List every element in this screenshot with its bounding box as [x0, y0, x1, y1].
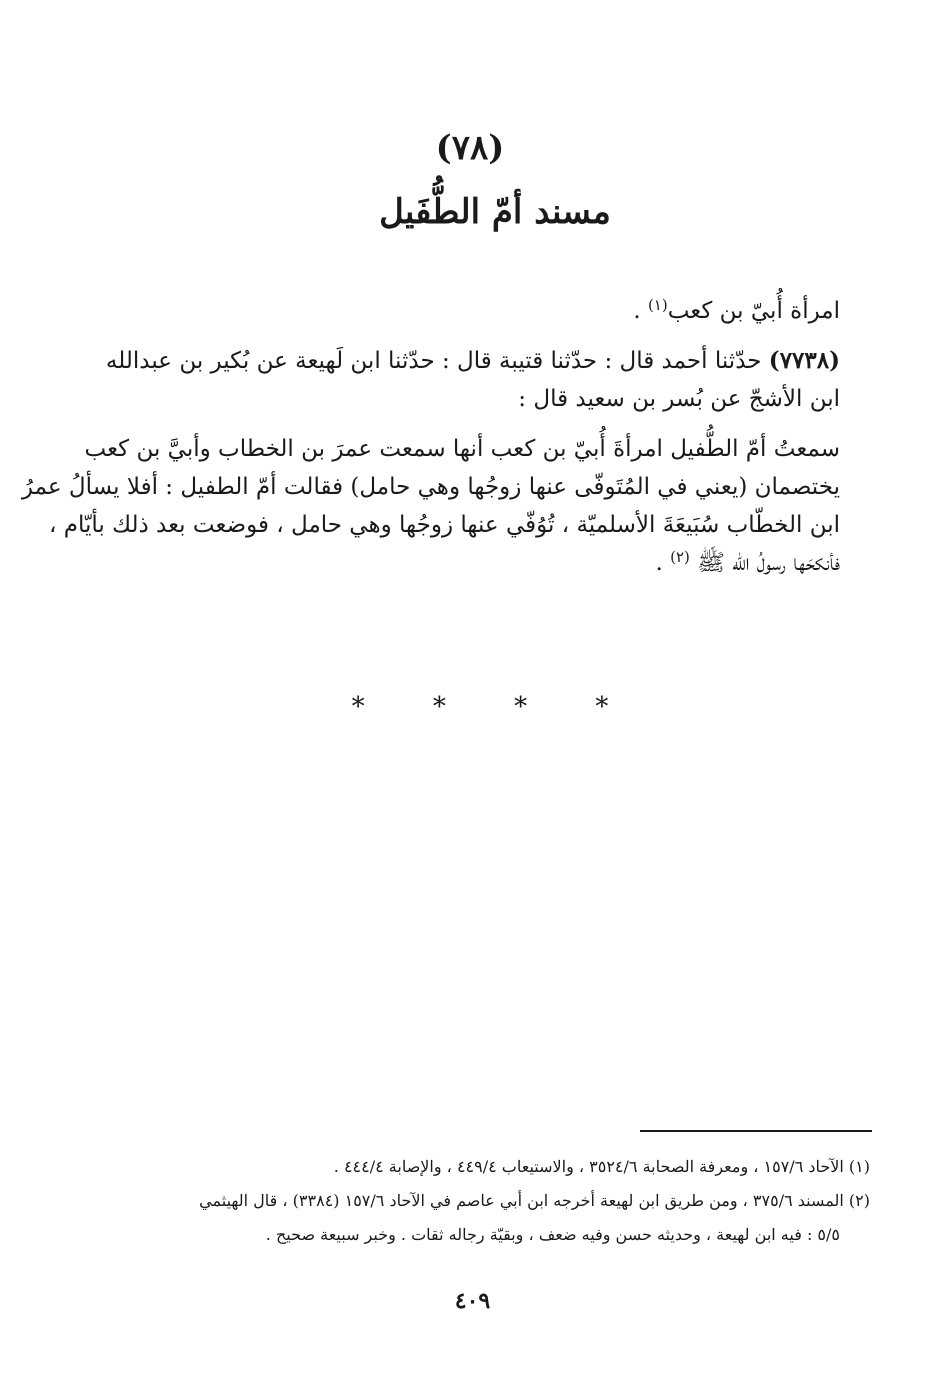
isnad-text-1: حدّثنا أحمد قال : حدّثنا قتيبة قال : حدّثنا ابن لَهيعة عن بُكير بن عبدالله — [105, 348, 769, 374]
footnotes — [100, 1150, 870, 1252]
chapter-number: (٧٨) — [435, 128, 505, 168]
footnote-marker-1: (١) — [647, 296, 668, 314]
matn-line-2: يختصمان (يعني في المُتَوفّى عنها زوجُها وهي حامل) فقالت أمّ الطفيل : أفلا يسألُ عمرُ — [21, 474, 840, 500]
section-separator: * * * * — [351, 692, 639, 722]
matn-end: . — [655, 550, 671, 576]
hadith-matn — [21, 430, 840, 582]
matn-line-4 — [112, 544, 840, 582]
hadith-isnad — [105, 342, 840, 418]
intro-end: . — [633, 298, 648, 324]
matn-line-3: ابن الخطّاب سُبَيعَةَ الأسلميّة ، تُوُفّي عنها زوجُها وهي حامل ، فوضعت بعد ذلك بأيّام ، — [48, 512, 840, 538]
chapter-title: مسند أمّ الطُّفَيل — [379, 192, 611, 232]
footnote-2-line-1: (٢) المسند ٣٧٥/٦ ، ومن طريق ابن لهيعة أخرجه ابن أبي عاصم في الآحاد ١٥٧/٦ (٣٣٨٤) ، قال الهيثمي — [199, 1191, 870, 1210]
matn-text-4: فأنكحَها رسولُ الله ﷺ — [697, 550, 840, 576]
hadith-number: (٧٧٣٨) — [768, 347, 840, 374]
footnote-rule — [640, 1130, 872, 1132]
intro-line — [112, 292, 840, 330]
main-text — [21, 292, 840, 582]
isnad-line-1 — [105, 342, 840, 380]
matn-line-1: سمعتُ أمّ الطُّفيل امرأةَ أُبيّ بن كعب أنها سمعت عمرَ بن الخطاب وأبيَّ بن كعب — [84, 436, 840, 462]
footnote-marker-2: (٢) — [670, 548, 690, 566]
footnote-1: (١) الآحاد ١٥٧/٦ ، ومعرفة الصحابة ٣٥٢٤/٦ ، والاستيعاب ٤٤٩/٤ ، والإصابة ٤٤٤/٤ . — [333, 1157, 870, 1176]
isnad-line-2: ابن الأشجّ عن بُسر بن سعيد قال : — [518, 386, 840, 412]
intro-text: امرأة أُبيّ بن كعب — [667, 298, 840, 324]
footnote-2-line-2: ٥/٥ : فيه ابن لهيعة ، وحديثه حسن وفيه ضعف ، وبقيّة رجاله ثقات . وخبر سبيعة صحيح . — [265, 1225, 840, 1244]
page-number: ٤٠٩ — [454, 1288, 491, 1314]
